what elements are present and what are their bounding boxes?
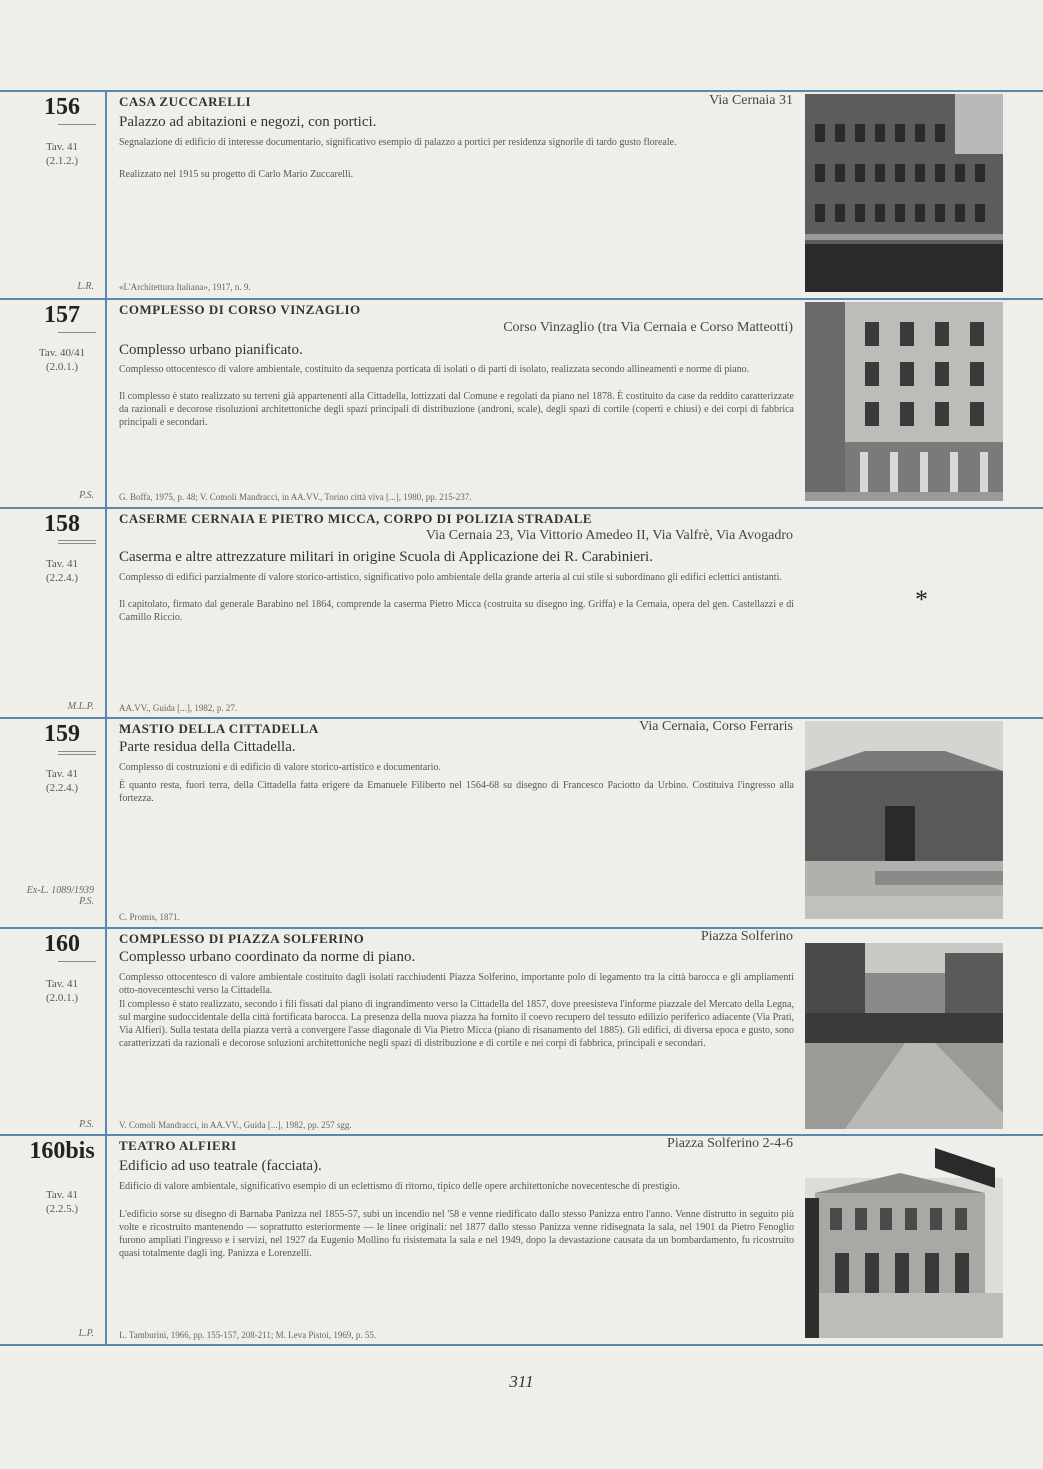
entry-reference: C. Promis, 1871. <box>119 912 180 922</box>
tav-code: (2.2.5.) <box>45 1203 79 1215</box>
author-initials: M.L.P. <box>67 701 94 712</box>
tav-label: Tav. 41 <box>45 141 79 153</box>
tav-code: (2.0.1.) <box>45 992 79 1004</box>
entry-reference: AA.VV., Guida [...], 1982, p. 27. <box>119 703 238 713</box>
entry-number: 157 <box>44 302 80 328</box>
entry-address: Via Cernaia 23, Via Vittorio Amedeo II, Via Valfrè, Via Avogadro <box>425 528 793 543</box>
entry-reference: G. Boffa, 1975, p. 48; V. Comoli Mandracci, in AA.VV., Torino città viva [...], 1980, pp. 215-237. <box>119 492 472 502</box>
entry-title: CASA ZUCCARELLI <box>119 94 252 109</box>
author-initials: L.P. <box>78 1328 94 1339</box>
entry-paragraph: Complesso ottocentesco di valore ambientale, costituito da sequenza porticata di isolati o di parti di isolato, realizzata secondo allineamenti e norme di piano. <box>119 364 750 375</box>
catalog-entry <box>0 927 1043 1134</box>
number-rule <box>58 332 96 333</box>
entry-paragraph: Edificio di valore ambientale, significativo esempio di un eclettismo di ritorno, tipico delle opere architettoniche novecentesche di prestigio. <box>119 1181 680 1192</box>
rule-bottom <box>0 1344 1043 1346</box>
catalog-entry <box>0 1134 1043 1344</box>
tav-label: Tav. 41 <box>45 978 79 990</box>
catalog-entry <box>0 507 1043 717</box>
building-photo <box>805 94 1003 292</box>
entry-number: 160bis <box>29 1138 95 1164</box>
entry-paragraph: Il complesso è stato realizzato su terreni già appartenenti alla Cittadella, lottizzati dal Comune e regolati da piano nel 1878. È costituito da case da reddito caratterizzate da razionali e decorose risoluzioni architettoniche degli spazi principali di distribuzione (androni, scale), degli spazi di cortile (coperti e chiusi) e dei corpi di fabbrica principali e secondari. <box>119 391 794 428</box>
page-number: 311 <box>509 1372 534 1391</box>
entry-title: COMPLESSO DI PIAZZA SOLFERINO <box>119 931 365 946</box>
number-rule <box>58 540 96 544</box>
entry-paragraph: Complesso di costruzioni e di edificio di valore storico-artistico e documentario. <box>119 762 441 773</box>
entry-number: 160 <box>44 931 80 957</box>
author-initials: P.S. <box>79 490 94 501</box>
entry-paragraph: Il capitolato, firmato dal generale Barabino nel 1864, comprende la caserma Pietro Micca (costruita su disegno ing. Griffa) e la Cernaia, opera del gen. Castellazzi e di Camillo Riccio. <box>119 599 794 623</box>
entry-title: COMPLESSO DI CORSO VINZAGLIO <box>119 302 361 317</box>
number-rule <box>58 124 96 125</box>
catalog-entry <box>0 298 1043 507</box>
tav-label: Tav. 40/41 <box>38 347 86 359</box>
entry-address: Via Cernaia 31 <box>709 93 793 108</box>
entry-paragraph: Complesso ottocentesco di valore ambientale costituito dagli isolati racchiudenti Piazza Solferino, importante polo di legamento tra la città barocca e gli ampliamenti otto-novecenteschi verso la Cittadella. <box>119 972 794 996</box>
tav-label: Tav. 41 <box>45 768 79 780</box>
author-initials: Ex-L. 1089/1939 P.S. <box>26 885 94 907</box>
building-photo <box>805 302 1003 501</box>
author-initials: L.R. <box>77 281 94 292</box>
tav-code: (2.0.1.) <box>45 361 79 373</box>
tav-label: Tav. 41 <box>45 558 79 570</box>
entry-reference: L. Tamburini, 1966, pp. 155-157, 208-211; M. Leva Pistoi, 1969, p. 55. <box>119 1330 377 1340</box>
entry-title: TEATRO ALFIERI <box>119 1138 237 1153</box>
entry-address: Corso Vinzaglio (tra Via Cernaia e Corso Matteotti) <box>503 320 793 335</box>
tav-code: (2.2.4.) <box>45 782 79 794</box>
catalog-entry <box>0 717 1043 927</box>
entry-subtitle: Complesso urbano pianificato. <box>119 342 303 358</box>
entry-reference: «L'Architettura Italiana», 1917, n. 9. <box>119 282 251 292</box>
entry-reference: V. Comoli Mandracci, in AA.VV., Guida [...], 1982, pp. 257 sgg. <box>119 1120 352 1130</box>
author-initials: P.S. <box>79 1119 94 1130</box>
tav-code: (2.2.4.) <box>45 572 79 584</box>
entry-number: 159 <box>44 721 80 747</box>
entry-number: 158 <box>44 511 80 537</box>
entry-paragraph: Segnalazione di edificio di interesse documentario, significativo esempio di palazzo a portici per residenza signorile di tardo gusto floreale. <box>119 137 677 148</box>
entry-address: Via Cernaia, Corso Ferraris <box>639 719 793 734</box>
entry-subtitle: Caserma e altre attrezzature militari in origine Scuola di Applicazione dei R. Carabinieri. <box>119 549 653 565</box>
tav-code: (2.1.2.) <box>45 155 79 167</box>
star-marker: * <box>915 585 928 614</box>
building-photo <box>805 721 1003 919</box>
tav-label: Tav. 41 <box>45 1189 79 1201</box>
entry-title: CASERME CERNAIA E PIETRO MICCA, CORPO DI POLIZIA STRADALE <box>119 511 593 526</box>
entry-number: 156 <box>44 94 80 120</box>
building-photo <box>805 1138 1003 1338</box>
entry-paragraph: Realizzato nel 1915 su progetto di Carlo Mario Zuccarelli. <box>119 169 354 180</box>
entry-paragraph: Il complesso è stato realizzato, secondo i fili fissati dal piano di ingrandimento verso la Cittadella del 1857, dove preesisteva l'informe piazzale del Mercato della Legna, sul margine sudoccidentale della città fortificata barocca. La presenza della nuova piazza ha fornito il coevo recupero del tessuto edilizio periferico adiacente (Via Prati, Via Alfieri). Sulla testata della piazza verrà a convergere l'asse diagonale di Via Pietro Micca (piano di risanamento del 1885). Gli edifici, di diversa epoca e gusto, sono caratterizzati da razionali e decorose soluzioni architettoniche negli spazi di distribuzione e di cortile e nei corpi di fabbrica, principali e secondari. <box>119 999 794 1049</box>
entry-address: Piazza Solferino <box>700 929 793 944</box>
entry-title: MASTIO DELLA CITTADELLA <box>119 721 319 736</box>
entry-paragraph: È quanto resta, fuori terra, della Cittadella fatta erigere da Emanuele Filiberto nel 1564-68 su disegno di Francesco Paciotto da Urbino. Costituiva l'ingresso alla fortezza. <box>119 780 794 804</box>
entry-subtitle: Palazzo ad abitazioni e negozi, con portici. <box>119 114 377 130</box>
entry-paragraph: L'edificio sorse su disegno di Barnaba Panizza nel 1855-57, subì un incendio nel '58 e venne riedificato dallo stesso Panizza entro l'anno. Venne distrutto in seguito più volte e ricostruito mantenendo — soprattutto esteriormente — le linee originali: nel 1877 dallo stesso Panizza venne ridisegnata la sala, nel 1901 da Pietro Fenoglio furono ampliati l'ingresso e i servizi, nel 1927 da Eugenio Mollino fu risistemata la sala e nel 1949, dopo la devastazione causata da un bombardamento, fu ricostruito quasi totalmente dagli ing. Panizza e Lorenzelli. <box>119 1209 794 1259</box>
entry-address: Piazza Solferino 2-4-6 <box>667 1136 793 1151</box>
building-photo <box>805 943 1003 1129</box>
entry-subtitle: Edificio ad uso teatrale (facciata). <box>119 1158 322 1174</box>
number-rule <box>58 751 96 755</box>
number-rule <box>58 961 96 962</box>
entry-subtitle: Parte residua della Cittadella. <box>119 739 296 755</box>
entry-subtitle: Complesso urbano coordinato da norme di piano. <box>119 949 416 965</box>
entry-paragraph: Complesso di edifici parzialmente di valore storico-artistico, significativo polo ambientale della grande arteria al cui stile si subordinano gli edifici eclettici antistanti. <box>119 572 782 583</box>
catalog-entry <box>0 90 1043 298</box>
